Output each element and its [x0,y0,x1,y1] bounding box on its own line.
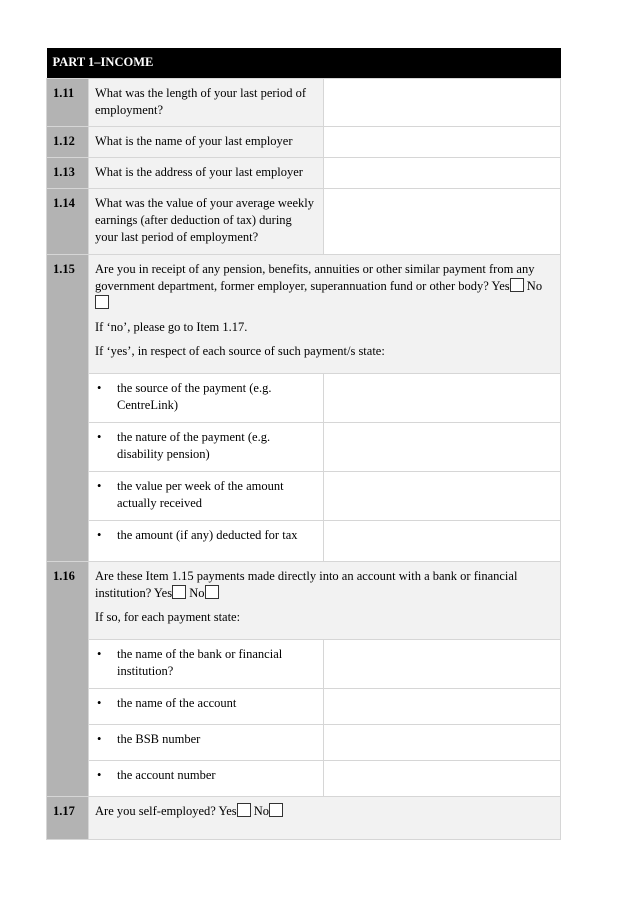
bullet-icon: • [97,647,102,661]
question-text: Are you in receipt of any pension, benefits, annuities or other similar payment from any government department, former employer, superannuation fund or other body? Yes [95,262,535,293]
sub-question: the account number [117,768,216,782]
answer-field[interactable] [324,761,561,797]
answer-field[interactable] [324,423,561,472]
question-block [89,255,561,374]
income-form-table [46,48,561,840]
answer-field[interactable] [324,158,561,189]
item-number: 1.16 [47,562,89,797]
instruction-text: If ‘yes’, in respect of each source of such payment/s state: [95,344,385,358]
no-checkbox[interactable] [269,803,283,817]
answer-field[interactable] [324,689,561,725]
answer-field[interactable] [324,725,561,761]
answer-field[interactable] [324,79,561,127]
no-checkbox[interactable] [205,585,219,599]
answer-field[interactable] [324,472,561,521]
question-block [89,562,561,640]
question-block [89,797,561,840]
sub-question: the value per week of the amount actually received [117,479,284,510]
item-number: 1.11 [47,79,89,127]
no-label: No [186,586,205,600]
answer-field[interactable] [324,374,561,423]
bullet-icon: • [97,528,102,542]
question-text: Are you self-employed? Yes [95,804,237,818]
sub-question: the source of the payment (e.g. CentreLink) [117,381,272,412]
no-label: No [523,279,543,293]
bullet-icon: • [97,381,102,395]
item-number: 1.12 [47,127,89,158]
question-text: What is the address of your last employer [89,158,324,189]
question-text: What is the name of your last employer [89,127,324,158]
item-number: 1.15 [47,255,89,562]
instruction-text: If ‘no’, please go to Item 1.17. [95,320,248,334]
item-number: 1.14 [47,189,89,255]
yes-checkbox[interactable] [172,585,186,599]
bullet-icon: • [97,479,102,493]
answer-field[interactable] [324,640,561,689]
item-number: 1.17 [47,797,89,840]
sub-question: the name of the account [117,696,237,710]
yes-checkbox[interactable] [510,278,524,292]
bullet-icon: • [97,732,102,746]
sub-question: the BSB number [117,732,201,746]
sub-question: the amount (if any) deducted for tax [117,528,298,542]
sub-question: the nature of the payment (e.g. disability pension) [117,430,271,461]
yes-checkbox[interactable] [237,803,251,817]
section-header: PART 1–INCOME [47,48,561,79]
answer-field[interactable] [324,521,561,562]
question-text: What was the value of your average weekly earnings (after deduction of tax) during your last period of employment? [89,189,324,255]
question-text: Are these Item 1.15 payments made directly into an account with a bank or financial institution? Yes [95,569,518,600]
answer-field[interactable] [324,127,561,158]
question-text: What was the length of your last period of employment? [89,79,324,127]
item-number: 1.13 [47,158,89,189]
bullet-icon: • [97,768,102,782]
no-checkbox[interactable] [95,295,109,309]
bullet-icon: • [97,696,102,710]
instruction-text: If so, for each payment state: [95,610,241,624]
sub-question: the name of the bank or financial institution? [117,647,283,678]
bullet-icon: • [97,430,102,444]
no-label: No [250,804,270,818]
answer-field[interactable] [324,189,561,255]
